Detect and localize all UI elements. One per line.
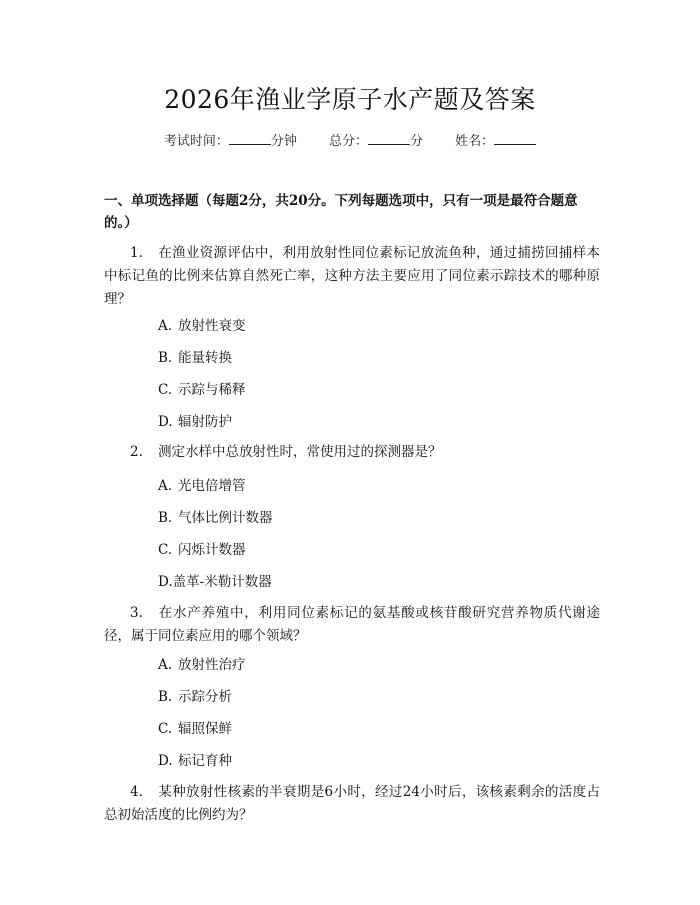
question-number: 1. [130, 245, 143, 261]
option-label: D. [158, 574, 173, 590]
option-2c[interactable] [158, 541, 246, 559]
question-number: 2. [130, 444, 143, 460]
score-label: 总分： [328, 134, 368, 149]
option-text: 示踪与稀释 [178, 382, 246, 398]
question-number: 4. [130, 784, 143, 800]
name-field [455, 130, 536, 149]
option-text: 放射性衰变 [178, 318, 246, 334]
time-blank [229, 134, 271, 145]
time-label: 考试时间： [163, 134, 229, 149]
question-4 [104, 781, 600, 827]
option-1c[interactable] [158, 381, 246, 399]
option-text: 闪烁计数器 [178, 542, 246, 558]
option-label: A. [158, 657, 173, 673]
question-text: 在渔业资源评估中，利用放射性同位素标记放流鱼种，通过捕捞回捕样本中标记鱼的比例来估算自然死亡率，这种方法主要应用了同位素示踪技术的哪种原理？ [104, 245, 600, 307]
option-3a[interactable] [158, 656, 246, 674]
exam-meta [0, 130, 700, 149]
option-text: 气体比例计数器 [178, 510, 273, 526]
option-text: 盖革-米勒计数器 [172, 574, 272, 590]
option-label: A. [158, 478, 173, 494]
score-unit: 分 [410, 134, 424, 149]
option-label: D. [158, 414, 173, 430]
section-heading: 一、单项选择题（每题2分，共20分。下列每题选项中，只有一项是最符合题意的。） [104, 193, 578, 231]
option-2a[interactable] [158, 477, 246, 495]
option-1d[interactable] [158, 413, 232, 431]
option-text: 能量转换 [178, 350, 232, 366]
option-label: A. [158, 318, 173, 334]
name-blank [494, 134, 536, 145]
time-field [164, 130, 297, 149]
option-label: D. [158, 753, 173, 769]
question-3 [104, 602, 600, 648]
question-text: 某种放射性核素的半衰期是6小时，经过24小时后，该核素剩余的活度占总初始活度的比例约为？ [104, 784, 600, 823]
option-2d[interactable] [158, 573, 272, 591]
option-label: B. [158, 689, 173, 705]
option-text: 放射性治疗 [178, 657, 246, 673]
option-1b[interactable] [158, 349, 232, 367]
page-title: 2026年渔业学原子水产题及答案 [164, 85, 536, 114]
score-field [329, 130, 423, 149]
option-1a[interactable] [158, 317, 246, 335]
option-label: C. [158, 382, 173, 398]
option-label: B. [158, 510, 173, 526]
score-blank [368, 134, 410, 145]
option-3c[interactable] [158, 720, 232, 738]
option-label: B. [158, 350, 173, 366]
question-text: 在水产养殖中，利用同位素标记的氨基酸或核苷酸研究营养物质代谢途径，属于同位素应用的哪个领域？ [104, 605, 600, 644]
question-1 [104, 242, 600, 311]
time-unit: 分钟 [270, 134, 297, 149]
option-2b[interactable] [158, 509, 273, 527]
name-label: 姓名： [455, 134, 495, 149]
option-text: 辐照保鲜 [178, 721, 232, 737]
option-text: 光电倍增管 [178, 478, 246, 494]
option-text: 示踪分析 [178, 689, 232, 705]
option-3d[interactable] [158, 752, 232, 770]
option-label: C. [158, 542, 173, 558]
question-number: 3. [130, 605, 143, 621]
option-text: 辐射防护 [178, 414, 232, 430]
question-2 [104, 441, 600, 464]
option-label: C. [158, 721, 173, 737]
option-3b[interactable] [158, 688, 232, 706]
option-text: 标记育种 [178, 753, 232, 769]
question-text: 测定水样中总放射性时，常使用过的探测器是？ [158, 444, 442, 460]
